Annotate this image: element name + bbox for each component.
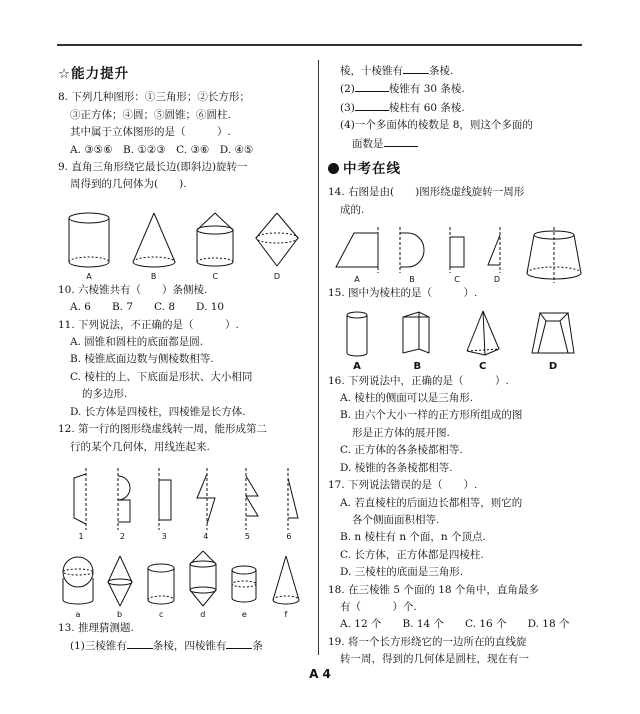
- q13-part4-text: 面数是: [352, 137, 384, 150]
- q17-option-d: D. 三棱柱的底面是三角形.: [340, 566, 464, 579]
- q12-shape-6: [274, 468, 304, 542]
- q13-blank-3: [403, 62, 429, 74]
- q13-cont-text-a: 棱，十棱锥有: [340, 65, 403, 77]
- q12-label-d: d: [200, 609, 206, 619]
- q12-shape-2: [108, 468, 138, 542]
- q12-line1: 12. 第一行的图形绕虚线转一周，能形成第二: [58, 423, 268, 436]
- q17-option-b: B. n 棱柱有 n 个面，n 个顶点.: [340, 531, 486, 544]
- bullet-dot-icon: [328, 163, 339, 174]
- q13-part3-num: (3): [340, 101, 355, 114]
- q17-option-c: C. 长方体，正方体都是四棱柱.: [340, 548, 484, 561]
- q13-blank-2: [226, 637, 252, 649]
- q12-label-1: 1: [78, 531, 84, 541]
- q8-options: A. ③⑤⑥ B. ①②③ C. ③⑥ D. ④⑤: [70, 143, 254, 156]
- q16-option-b2: 形是正方体的展开图.: [352, 426, 450, 439]
- q8-line2: ③正方体；④圆；⑤圆锥；⑥圆柱.: [70, 108, 231, 121]
- q16-option-d: D. 棱锥的各条棱都相等.: [340, 461, 453, 474]
- q10-options: A. 6 B. 7 C. 8 D. 10: [70, 301, 225, 314]
- q12-label-2: 2: [120, 531, 126, 541]
- section-title-ability: ☆能力提升: [58, 66, 130, 82]
- q13-blank-5: [355, 99, 389, 111]
- q13-cont-text-b: 条棱.: [429, 65, 454, 77]
- q12-label-5: 5: [244, 531, 250, 541]
- q19-line1: 19. 将一个长方形绕它的一边所在的直线旋: [328, 635, 527, 648]
- q9-label-b: B: [150, 271, 157, 281]
- q14-figure-c: [442, 227, 472, 285]
- q9-label-d: D: [273, 271, 281, 281]
- q18-line2: 有（ ）个.: [340, 600, 417, 613]
- q12-solid-d: [185, 550, 221, 620]
- q9-figure-b: [129, 210, 179, 282]
- q14-figure-d: [482, 227, 512, 285]
- page-number: A 4: [309, 667, 331, 681]
- q12-row2-figures: [58, 542, 308, 620]
- q12-label-3: 3: [161, 531, 167, 541]
- q14-target-frustum: [522, 227, 586, 285]
- q11-line1: 11. 下列说法，不正确的是（ ）.: [58, 318, 239, 331]
- q11-option-b: B. 棱锥底面边数与侧棱数相等.: [70, 353, 214, 366]
- q14-line2: 成的.: [340, 203, 365, 216]
- q16-option-c: C. 正方体的各条棱都相等.: [340, 444, 463, 457]
- q13-part2-num: (2): [340, 83, 355, 96]
- q13-blank-4: [355, 80, 389, 92]
- q17-option-a2: 各个侧面面积相等.: [352, 513, 440, 526]
- q16-option-b1: B. 由六个大小一样的正方形所组成的图: [340, 409, 523, 422]
- q12-solid-a: [60, 554, 96, 620]
- q16-line1: 16. 下列说法中，正确的是（ ）.: [328, 374, 509, 387]
- q12-solid-b: [102, 554, 138, 620]
- q14-label-c: C: [454, 275, 460, 285]
- q10-line1: 10. 六棱锥共有（ ）条侧棱.: [58, 283, 208, 296]
- q15-label-a: A: [353, 360, 361, 372]
- q12-shape-4: [191, 468, 221, 542]
- q12-shape-1: [66, 468, 96, 542]
- q15-figure-d: [530, 309, 576, 373]
- q15-figure-c: [463, 309, 503, 373]
- top-rule: [57, 44, 582, 46]
- q12-row1-figures: [58, 456, 308, 542]
- q13-blank-6: [384, 135, 418, 147]
- q11-option-c2: 的多边形.: [82, 388, 128, 401]
- q12-label-a: a: [75, 609, 81, 619]
- q9-line1: 9. 直角三角形绕它最长边(即斜边)旋转一: [58, 161, 248, 174]
- q12-shape-3: [149, 468, 179, 542]
- q15-figure-b: [399, 309, 435, 373]
- q13-part3: [328, 99, 586, 117]
- q9-label-c: C: [212, 271, 219, 281]
- q15-label-c: C: [478, 360, 487, 372]
- q14-label-a: A: [354, 275, 360, 285]
- q13-part3-text: 棱柱有 60 条棱.: [388, 101, 465, 114]
- q14-figure-a: [332, 227, 382, 285]
- q18-line1: 18. 在三棱锥 5 个面的 18 个角中，直角最多: [328, 583, 539, 596]
- q12-label-c: c: [158, 609, 164, 619]
- q9-figures: [58, 194, 308, 282]
- q13-part2-text: 棱锥有 30 条棱.: [388, 83, 465, 96]
- q8-line1: 8. 下列几种图形：①三角形；②长方形；: [58, 91, 250, 104]
- q12-label-6: 6: [286, 531, 292, 541]
- q9-label-a: A: [86, 271, 92, 281]
- q11-option-d: D. 长方体是四棱柱，四棱锥是长方体.: [70, 405, 246, 418]
- q14-figures: [328, 219, 586, 285]
- q13-text-c: 条: [252, 640, 263, 653]
- q14-line1: 14. 右图是由( )图形绕虚线旋转一周形: [328, 186, 525, 199]
- q12-solid-e: [226, 554, 262, 620]
- q15-label-b: B: [413, 360, 422, 372]
- column-divider: [318, 60, 319, 655]
- q11-option-a: A. 圆锥和圆柱的底面都是圆.: [70, 336, 204, 349]
- section-title-exam: [328, 161, 586, 178]
- q12-label-e: e: [241, 609, 247, 619]
- q9-figure-d: [252, 210, 302, 282]
- q14-label-b: B: [409, 275, 415, 285]
- q13-part4: (4)一个多面体的棱数是 8，则这个多面的: [340, 119, 533, 132]
- right-column: [328, 62, 586, 669]
- q14-label-d: D: [493, 275, 501, 285]
- q12-solid-c: [143, 554, 179, 620]
- q13-text-a: (1)三棱锥有: [70, 640, 127, 653]
- q13-cont-line1: [328, 62, 586, 80]
- q15-figure-a: [342, 309, 372, 373]
- q12-solid-f: [268, 554, 304, 620]
- q14-figure-b: [392, 227, 432, 285]
- q12-label-b: b: [117, 609, 123, 619]
- q12-shape-5: [232, 468, 262, 542]
- q13-part4-cont: [328, 135, 586, 153]
- q17-option-a1: A. 若直棱柱的后面边长都相等，则它的: [340, 496, 523, 509]
- q12-label-f: f: [284, 609, 288, 619]
- q15-line1: 15. 图中为棱柱的是（ ）.: [328, 287, 478, 300]
- left-column: [58, 62, 308, 656]
- q12-line2: 行的某个几何体，用线连起来.: [70, 440, 210, 453]
- q16-option-a: A. 棱柱的侧面可以是三角形.: [340, 392, 474, 405]
- q11-option-c1: C. 棱柱的上、下底面是形状、大小相同: [70, 370, 253, 383]
- q9-figure-c: [193, 210, 237, 282]
- q18-options: A. 12 个 B. 14 个 C. 16 个 D. 18 个: [340, 618, 570, 631]
- q13-blank-1: [127, 637, 153, 649]
- q15-figures: [328, 303, 586, 373]
- q13-text-b: 条棱，四棱锥有: [152, 640, 227, 653]
- q8-line3: 其中属于立体图形的是（ ）.: [70, 126, 231, 139]
- section-title-exam-text: 中考在线: [343, 161, 401, 178]
- q9-figure-a: [64, 210, 114, 282]
- q13-line2: [58, 637, 308, 655]
- q13-part2: [328, 80, 586, 98]
- q12-label-4: 4: [203, 531, 209, 541]
- q17-line1: 17. 下列说法错误的是（ ）.: [328, 479, 478, 492]
- q13-line1: 13. 推理猜测题.: [58, 621, 134, 634]
- q19-line2: 转一周，得到的几何体是圆柱，现在有一: [340, 653, 529, 666]
- q15-label-d: D: [548, 360, 558, 372]
- q9-line2: 周得到的几何体为( ).: [70, 178, 187, 191]
